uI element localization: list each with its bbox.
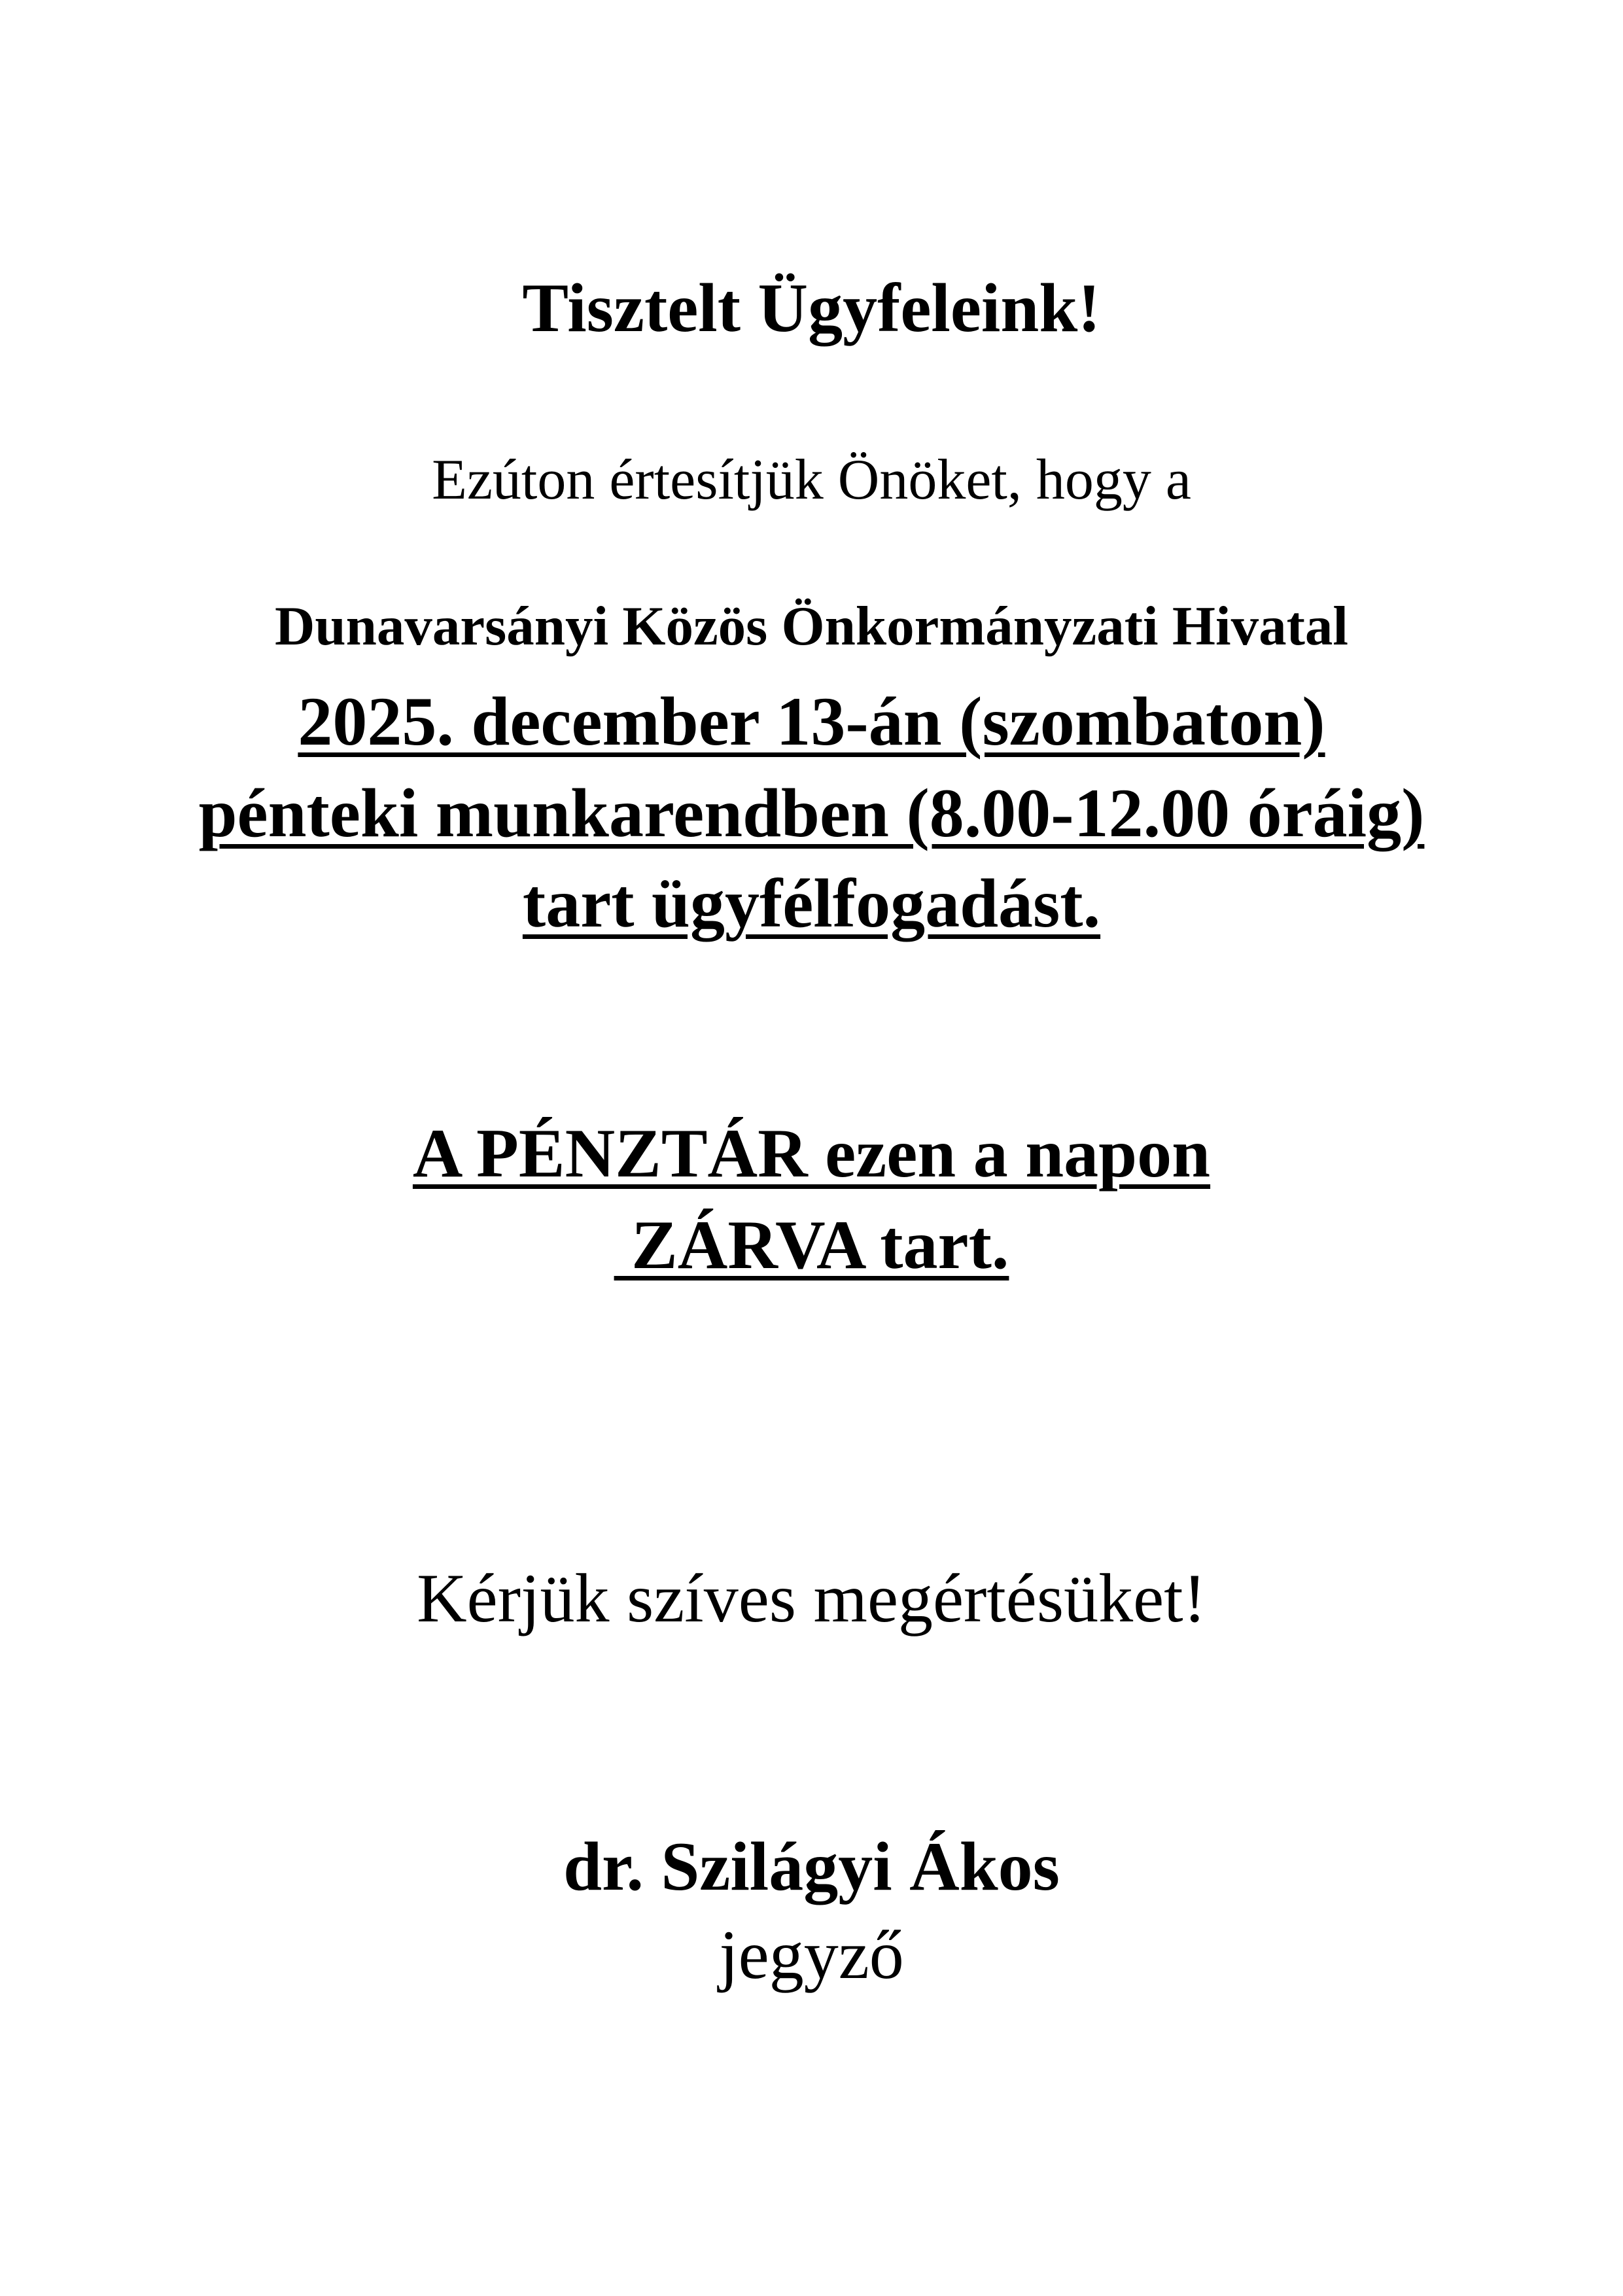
closing-request: Kérjük szíves megértésüket! xyxy=(417,1560,1206,1636)
cashier-notice-line-2: ZÁRVA tart. xyxy=(614,1207,1009,1283)
signer-role: jegyző xyxy=(719,1916,904,1993)
cashier-notice-line-1: A PÉNZTÁR ezen a napon xyxy=(412,1115,1211,1192)
signer-name: dr. Szilágyi Ákos xyxy=(563,1828,1060,1905)
reception-line: tart ügyfélfogadást. xyxy=(522,865,1101,942)
greeting-heading: Tisztelt Ügyfeleink! xyxy=(522,270,1101,346)
date-line: 2025. december 13-án (szombaton) xyxy=(298,683,1325,760)
schedule-line: pénteki munkarendben (8.00-12.00 óráig) xyxy=(198,775,1425,851)
intro-text: Ezúton értesítjük Önöket, hogy a xyxy=(432,448,1191,512)
office-name: Dunavarsányi Közös Önkormányzati Hivatal xyxy=(274,595,1349,657)
